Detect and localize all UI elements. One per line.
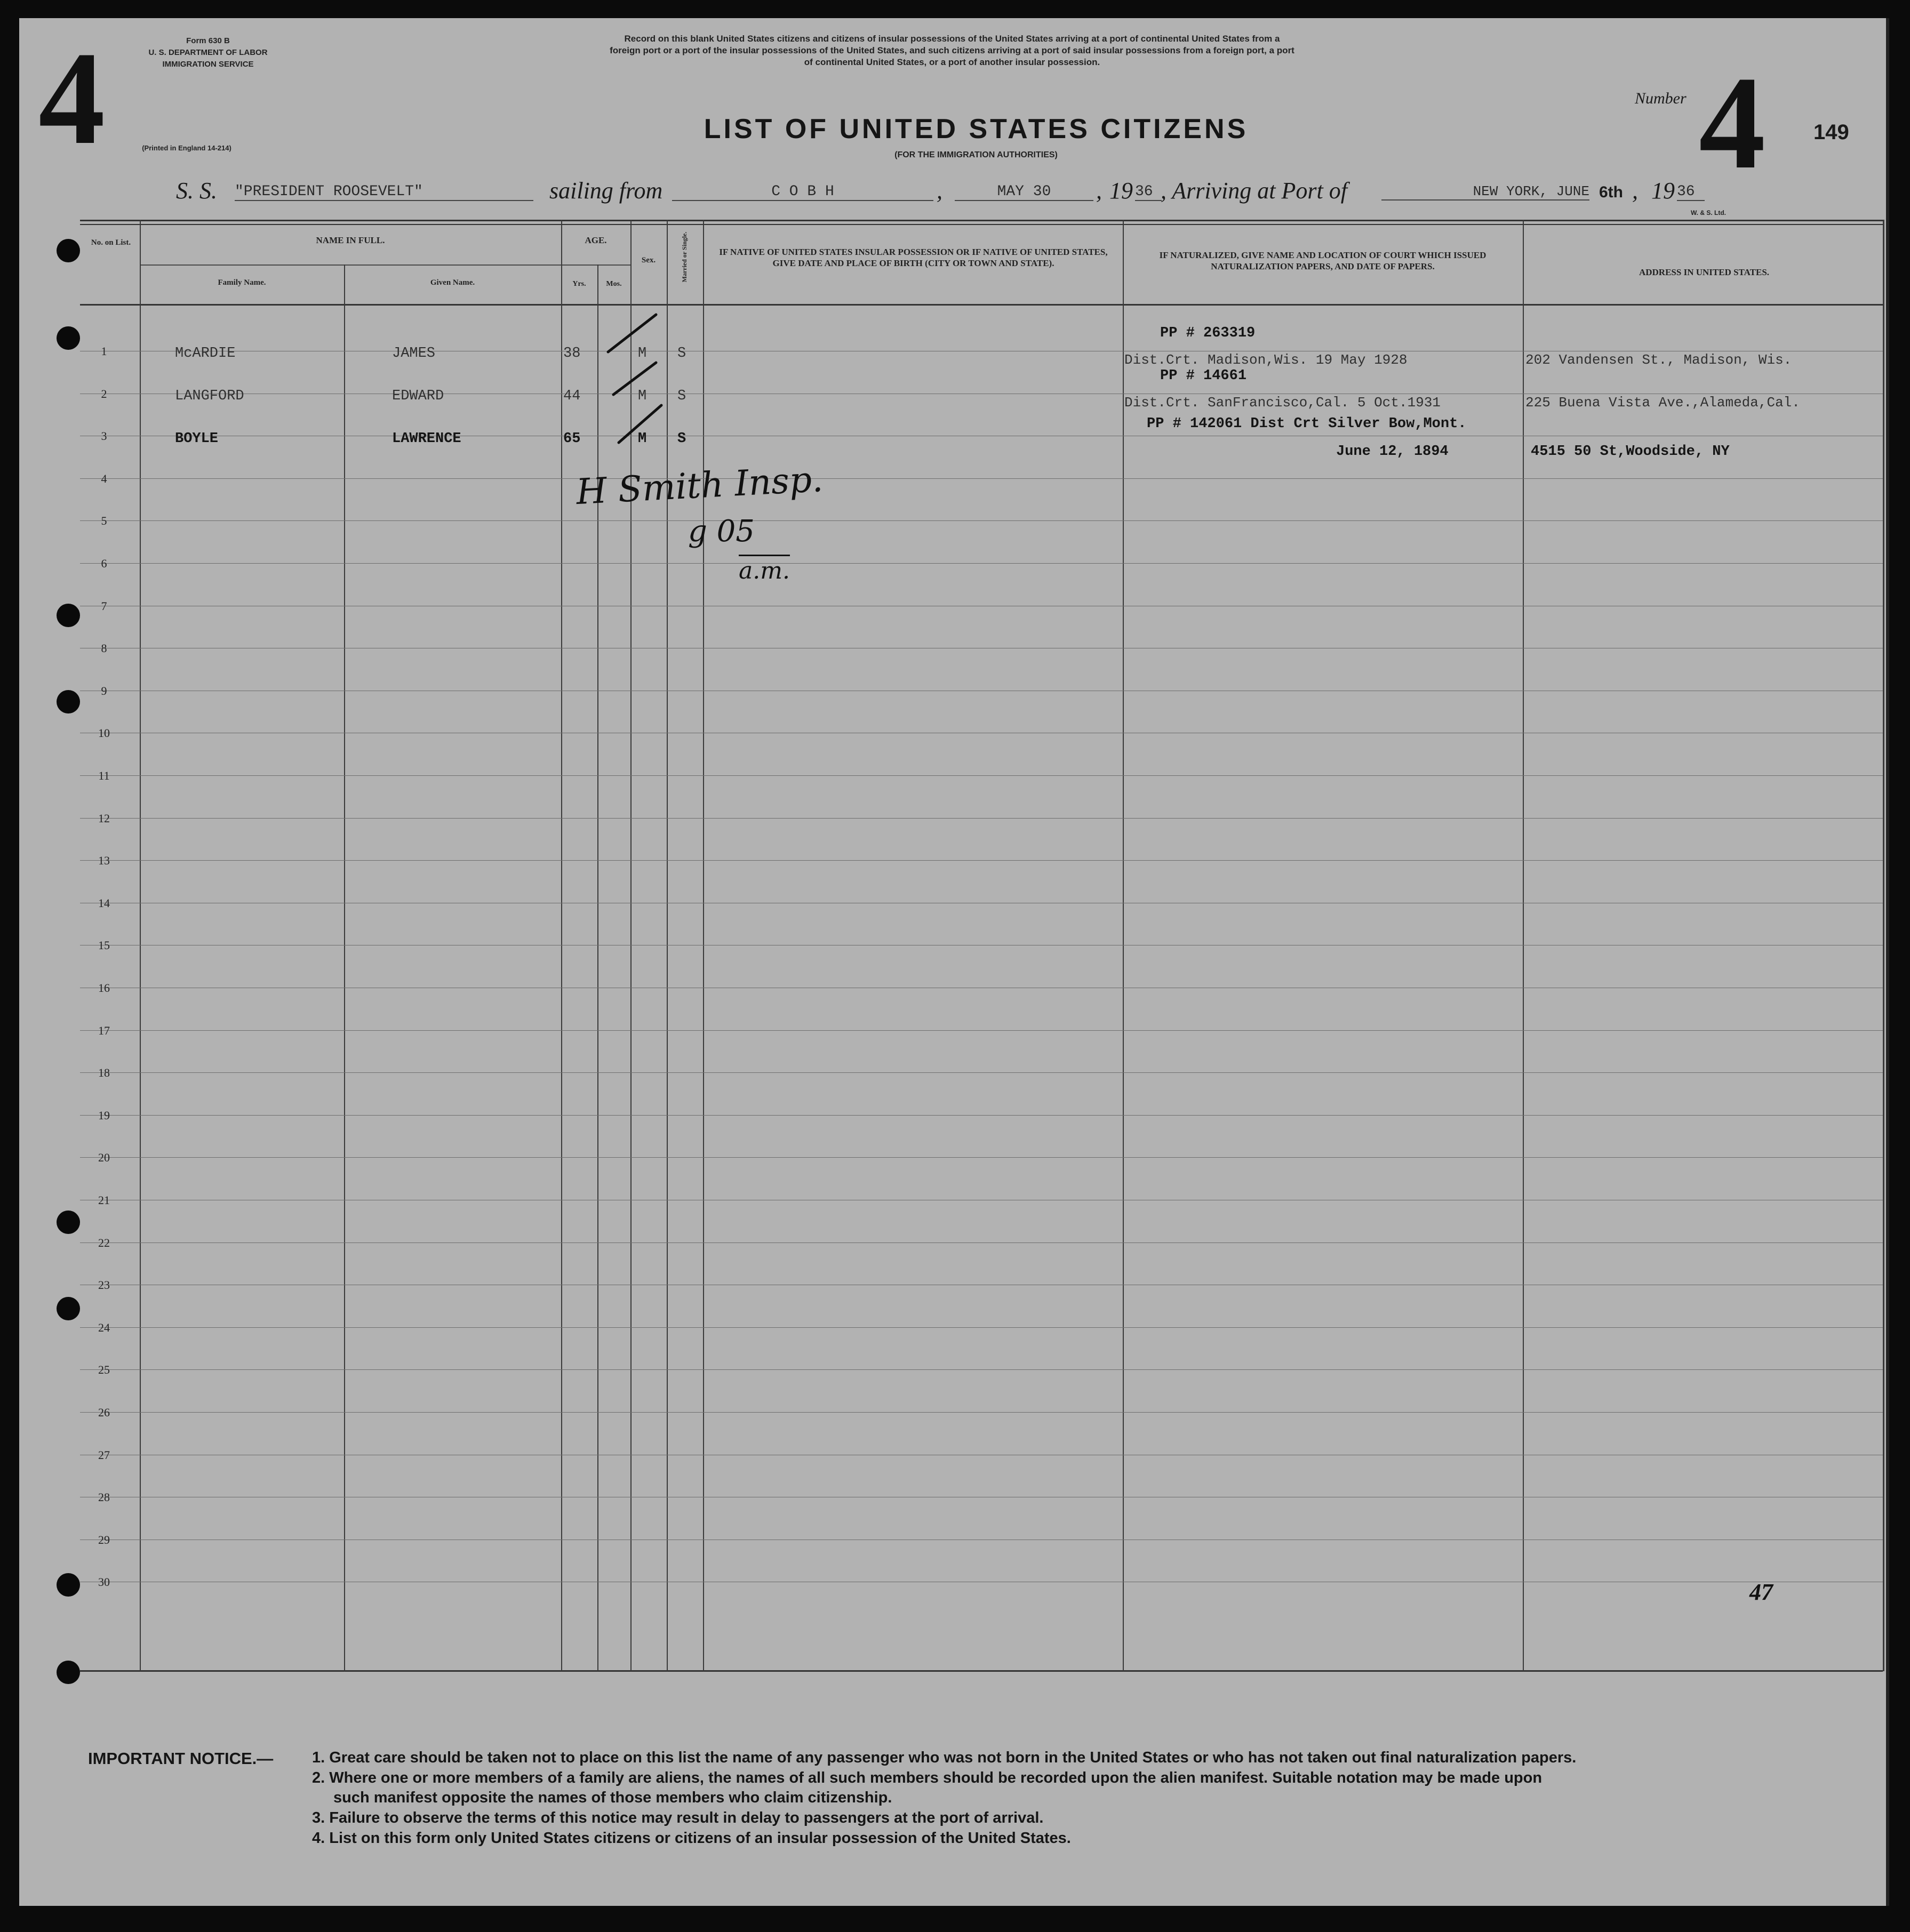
comma: , xyxy=(1632,178,1638,204)
naturalization-court-cell: Dist.Crt. SanFrancisco,Cal. 5 Oct.1931 xyxy=(1124,395,1441,411)
sex-cell: M xyxy=(638,346,647,362)
punch-hole xyxy=(57,1661,80,1684)
row-number: 11 xyxy=(98,769,110,782)
row-rule xyxy=(80,860,1883,861)
department: U. S. DEPARTMENT OF LABOR xyxy=(148,48,268,57)
punch-hole xyxy=(57,690,80,714)
port-to: NEW YORK, JUNE xyxy=(1381,183,1589,201)
col-age-yrs: Yrs. xyxy=(572,280,586,288)
handwritten-note-time: a.m. xyxy=(739,555,790,584)
row-number: 19 xyxy=(98,1108,110,1122)
family-name-cell: BOYLE xyxy=(175,431,219,447)
table-top-rule xyxy=(80,224,1883,225)
naturalization-papers-cell: PP # 263319 xyxy=(1160,325,1256,341)
col-no-on-list: No. on List. xyxy=(91,238,131,247)
sheet-number-left: 4 xyxy=(38,25,105,172)
page-subtitle: (FOR THE IMMIGRATION AUTHORITIES) xyxy=(894,150,1058,159)
row-rule xyxy=(80,520,1883,521)
service: IMMIGRATION SERVICE xyxy=(162,60,254,69)
handwritten-note: g 05 xyxy=(688,514,755,549)
comma: , xyxy=(937,178,942,204)
punch-hole xyxy=(57,604,80,627)
row-number: 22 xyxy=(98,1236,110,1249)
row-number: 12 xyxy=(98,811,110,825)
punch-hole xyxy=(57,239,80,262)
printed-in: (Printed in England 14-214) xyxy=(142,144,231,152)
header-bottom-rule xyxy=(80,304,1883,306)
row-number: 6 xyxy=(101,557,107,570)
row-number: 29 xyxy=(98,1533,110,1546)
naturalization-papers-cell: PP # 142061 Dist Crt Silver Bow,Mont. xyxy=(1147,416,1467,432)
number-label: Number xyxy=(1635,90,1687,107)
arriving-label: , Arriving at Port of xyxy=(1161,178,1347,204)
col-family-name: Family Name. xyxy=(218,278,266,287)
age-years-cell: 38 xyxy=(563,346,581,362)
row-number: 24 xyxy=(98,1320,110,1334)
notice-label: IMPORTANT NOTICE.— xyxy=(88,1749,274,1768)
row-number: 30 xyxy=(98,1575,110,1589)
marital-status-cell: S xyxy=(677,346,686,362)
table-bottom-rule xyxy=(80,1670,1883,1672)
manifest-sheet xyxy=(19,18,1889,1906)
year-prefix: 19 xyxy=(1109,178,1133,204)
row-rule xyxy=(80,1030,1883,1031)
col-sex: Sex. xyxy=(641,256,656,264)
date-from: MAY 30 xyxy=(955,183,1093,201)
row-number: 8 xyxy=(101,642,107,655)
top-notice-line-3: of continental United States, or a port of another insular possession. xyxy=(804,57,1100,67)
row-rule xyxy=(80,775,1883,776)
given-name-cell: JAMES xyxy=(392,346,436,362)
row-number: 9 xyxy=(101,684,107,698)
given-name-cell: LAWRENCE xyxy=(392,431,461,447)
address-cell: 225 Buena Vista Ave.,Alameda,Cal. xyxy=(1525,395,1800,411)
port-from: C O B H xyxy=(672,183,933,201)
form-number: Form 630 B xyxy=(186,36,230,45)
ss-label: S. S. xyxy=(176,178,217,204)
col-given-name: Given Name. xyxy=(430,278,475,287)
family-name-cell: LANGFORD xyxy=(175,388,244,404)
punch-hole xyxy=(57,1573,80,1597)
row-rule xyxy=(80,1412,1883,1413)
row-number: 7 xyxy=(101,599,107,613)
row-number: 10 xyxy=(98,726,110,740)
col-age: AGE. xyxy=(585,235,607,245)
marital-status-cell: S xyxy=(677,388,686,404)
row-rule xyxy=(80,478,1883,479)
row-number: 25 xyxy=(98,1363,110,1377)
sheet-number-right: 4 xyxy=(1699,49,1765,197)
comma: , xyxy=(1096,178,1102,204)
col-address: ADDRESS IN UNITED STATES. xyxy=(1639,267,1770,277)
row-number: 14 xyxy=(98,896,110,910)
age-years-cell: 65 xyxy=(563,431,581,447)
table-top-rule xyxy=(80,220,1883,221)
row-number: 17 xyxy=(98,1023,110,1037)
arrival-day: 6th xyxy=(1599,183,1623,201)
row-number: 21 xyxy=(98,1193,110,1207)
row-number: 5 xyxy=(101,514,107,528)
given-name-cell: EDWARD xyxy=(392,388,444,404)
tick-marks xyxy=(565,299,672,459)
col-age-mos: Mos. xyxy=(606,280,622,288)
row-rule xyxy=(80,1115,1883,1116)
row-rule xyxy=(80,1242,1883,1243)
notice-item-1: 1. Great care should be taken not to place on this list the name of any passenger who was not born in the United States or who has not taken out final naturalization papers. xyxy=(312,1749,1577,1766)
col-name-in-full: NAME IN FULL. xyxy=(316,235,385,245)
col-married-or-single: Married or Single. xyxy=(681,231,688,283)
row-number: 16 xyxy=(98,981,110,995)
column-divider xyxy=(1883,220,1884,1671)
name-subheader-rule xyxy=(140,264,630,266)
row-number: 13 xyxy=(98,854,110,868)
punch-hole xyxy=(57,326,80,350)
row-number: 18 xyxy=(98,1066,110,1080)
naturalization-court-cell: Dist.Crt. Madison,Wis. 19 May 1928 xyxy=(1124,352,1408,368)
arrival-year-suffix: 36 xyxy=(1677,183,1705,201)
column-divider xyxy=(344,264,345,1671)
row-number: 3 xyxy=(101,429,107,443)
punch-hole xyxy=(57,1297,80,1320)
page-title: LIST OF UNITED STATES CITIZENS xyxy=(704,114,1249,145)
row-rule xyxy=(80,563,1883,564)
punch-hole xyxy=(57,1210,80,1234)
row-rule xyxy=(80,1157,1883,1158)
row-number: 27 xyxy=(98,1448,110,1462)
sex-cell: M xyxy=(638,431,647,447)
ship-name: "PRESIDENT ROOSEVELT" xyxy=(235,183,533,201)
naturalization-court-cell: June 12, 1894 xyxy=(1336,444,1449,460)
bottom-number: 47 xyxy=(1749,1579,1773,1605)
row-number: 20 xyxy=(98,1151,110,1165)
notice-item-2: 2. Where one or more members of a family are aliens, the names of all such members should be recorded upon the alien manifest. Suitable notation may be made upon xyxy=(312,1769,1543,1786)
col-naturalized: IF NATURALIZED, GIVE NAME AND LOCATION OF COURT WHICH ISSUED NATURALIZATION PAPERS, AND DATE OF PAPERS. xyxy=(1159,250,1487,271)
row-number: 26 xyxy=(98,1406,110,1419)
printer-mark: W. & S. Ltd. xyxy=(1691,209,1726,217)
inspector-signature: H Smith Insp. xyxy=(575,458,824,513)
top-notice-line-2: foreign port or a port of the insular possessions of the United States, and such citizens arriving at a port of said insular possessions from a foreign port, a port xyxy=(610,45,1294,55)
age-years-cell: 44 xyxy=(563,388,581,404)
family-name-cell: McARDIE xyxy=(175,346,236,362)
top-notice-line-1: Record on this blank United States citizens and citizens of insular possessions of the United States arriving at a port of continental United States from a xyxy=(624,34,1280,44)
row-number: 28 xyxy=(98,1490,110,1504)
naturalization-papers-cell: PP # 14661 xyxy=(1160,368,1247,384)
row-rule xyxy=(80,1369,1883,1370)
row-number: 23 xyxy=(98,1278,110,1292)
notice-item-3: 3. Failure to observe the terms of this notice may result in delay to passengers at the port of arrival. xyxy=(312,1809,1044,1826)
row-number: 15 xyxy=(98,939,110,952)
year-suffix: 36 xyxy=(1135,183,1162,201)
sailing-from-label: sailing from xyxy=(549,178,663,204)
row-rule xyxy=(80,1327,1883,1328)
marital-status-cell: S xyxy=(677,431,686,447)
arrival-year-prefix: 19 xyxy=(1651,178,1675,204)
address-cell: 202 Vandensen St., Madison, Wis. xyxy=(1525,352,1792,368)
row-number: 2 xyxy=(101,387,107,400)
address-cell: 4515 50 St,Woodside, NY xyxy=(1531,444,1730,460)
notice-item-2-continued: such manifest opposite the names of those members who claim citizenship. xyxy=(333,1789,892,1806)
notice-item-4: 4. List on this form only United States citizens or citizens of an insular possession of the United States. xyxy=(312,1830,1071,1847)
row-number: 1 xyxy=(101,344,107,358)
page-reference: 149 xyxy=(1813,121,1849,144)
row-rule xyxy=(80,818,1883,819)
col-birth: IF NATIVE OF UNITED STATES INSULAR POSSESSION OR IF NATIVE OF UNITED STATES, GIVE DATE AND PLACE OF BIRTH (CITY OR TOWN AND STATE). xyxy=(719,247,1108,268)
sex-cell: M xyxy=(638,388,647,404)
row-rule xyxy=(80,1072,1883,1073)
row-number: 4 xyxy=(101,471,107,485)
